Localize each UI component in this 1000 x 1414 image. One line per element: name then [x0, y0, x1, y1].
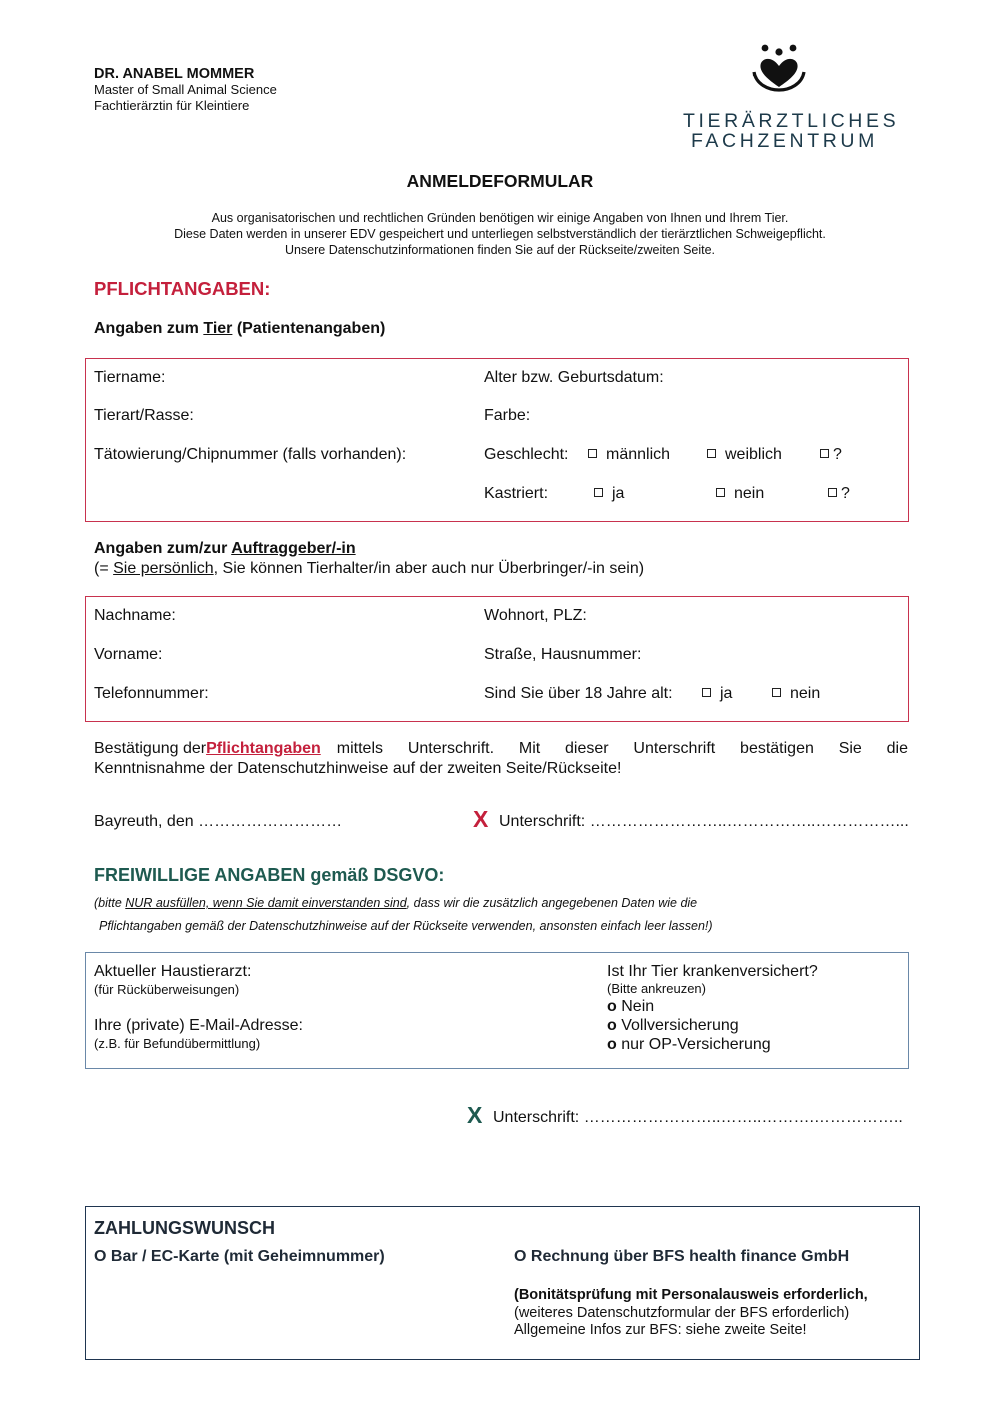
owner-lastname-label: Nachname: — [94, 607, 176, 624]
payment-note-2: (weiteres Datenschutzformular der BFS erforderlich) — [514, 1305, 850, 1321]
email-sublabel: (z.B. für Befundübermittlung) — [94, 1036, 261, 1051]
adult-yes-checkbox[interactable]: ja — [702, 685, 732, 703]
signature-x-mark: X — [473, 806, 489, 832]
checkbox-icon — [772, 688, 781, 697]
animal-sex-label: Geschlecht: — [484, 446, 569, 463]
payment-heading: ZAHLUNGSWUNSCH — [94, 1218, 275, 1238]
doctor-title-1: Master of Small Animal Science — [94, 82, 277, 97]
checkbox-icon — [588, 449, 597, 458]
vet-label: Aktueller Haustierarzt: — [94, 963, 252, 980]
animal-chip-label: Tätowierung/Chipnummer (falls vorhanden): — [94, 446, 407, 463]
animal-age-label: Alter bzw. Geburtsdatum: — [484, 369, 664, 386]
sex-female-checkbox[interactable]: weiblich — [707, 446, 782, 464]
checkbox-icon — [716, 488, 725, 497]
owner-phone-label: Telefonnummer: — [94, 685, 209, 702]
neutered-no-checkbox[interactable]: nein — [716, 485, 764, 503]
form-title: ANMELDEFORMULAR — [406, 171, 594, 191]
neutered-yes-checkbox[interactable]: ja — [594, 485, 624, 503]
owner-city-label: Wohnort, PLZ: — [484, 607, 587, 624]
vet-sublabel: (für Rücküberweisungen) — [94, 982, 240, 997]
optional-signature-x-mark: X — [467, 1102, 483, 1128]
owner-street-label: Straße, Hausnummer: — [484, 646, 642, 663]
logo-text-line1: TIERÄRZTLICHES — [683, 110, 900, 132]
adult-no-checkbox[interactable]: nein — [772, 685, 820, 703]
logo-text-line2: FACHZENTRUM — [691, 130, 878, 152]
payment-note-1: (Bonitätsprüfung mit Personalausweis erforderlich, — [514, 1287, 868, 1303]
owner-adult-label: Sind Sie über 18 Jahre alt: — [484, 685, 673, 702]
intro-line-3: Unsere Datenschutzinformationen finden Sie auf der Rückseite/zweiten Seite. — [284, 243, 716, 257]
payment-option-cash[interactable]: O Bar / EC-Karte (mit Geheimnummer) — [94, 1248, 385, 1265]
animal-neutered-label: Kastriert: — [484, 485, 549, 502]
animal-name-label: Tiername: — [94, 369, 166, 386]
neutered-unknown-checkbox[interactable]: ? — [828, 485, 850, 503]
optional-note-line-2: Pflichtangaben gemäß der Datenschutzhinweise auf der Rückseite verwenden, ansonsten einfach leer lassen!) — [99, 919, 713, 933]
payment-option-invoice[interactable]: O Rechnung über BFS health finance GmbH — [514, 1248, 850, 1265]
insurance-option-full[interactable]: o Vollversicherung — [607, 1017, 739, 1034]
sex-unknown-checkbox[interactable]: ? — [820, 446, 842, 464]
optional-heading: FREIWILLIGE ANGABEN gemäß DSGVO: — [94, 865, 445, 885]
paw-heart-logo-icon — [748, 42, 810, 94]
intro-line-1: Aus organisatorischen und rechtlichen Gründen benötigen wir einige Angaben von Ihnen und Ihrem Tier. — [211, 211, 789, 225]
optional-signature-field[interactable]: Unterschrift: ……………………..……..……….…………….. — [493, 1109, 903, 1126]
doctor-title-2: Fachtierärztin für Kleintiere — [94, 98, 250, 113]
payment-note-3: Allgemeine Infos zur BFS: siehe zweite Seite! — [514, 1322, 807, 1338]
checkbox-icon — [702, 688, 711, 697]
email-label: Ihre (private) E-Mail-Adresse: — [94, 1017, 303, 1034]
confirmation-line-1: Bestätigung der Pflichtangaben mittels Unterschrift. Mit dieser Unterschrift bestätigen Sie die — [94, 740, 908, 757]
signature-field[interactable]: Unterschrift: ……………………..……………..……………... — [499, 813, 909, 830]
sex-male-checkbox[interactable]: männlich — [588, 446, 670, 464]
intro-line-2: Diese Daten werden in unserer EDV gespeichert und unterliegen selbstverständlich der tierärztlichen Schweigepflicht. — [174, 227, 826, 241]
owner-section-note: (= Sie persönlich, Sie können Tierhalter/in aber auch nur Überbringer/-in sein) — [94, 560, 645, 577]
checkbox-icon — [707, 449, 716, 458]
confirmation-line-2: Kenntnisnahme der Datenschutzhinweise auf der zweiten Seite/Rückseite! — [94, 760, 622, 777]
insurance-option-op[interactable]: o nur OP-Versicherung — [607, 1036, 771, 1053]
owner-section-heading: Angaben zum/zur Auftraggeber/-in — [94, 540, 356, 557]
checkbox-icon — [594, 488, 603, 497]
insurance-sublabel: (Bitte ankreuzen) — [607, 981, 706, 996]
owner-firstname-label: Vorname: — [94, 646, 163, 663]
doctor-name: DR. ANABEL MOMMER — [94, 66, 255, 82]
insurance-option-none[interactable]: o Nein — [607, 998, 655, 1015]
place-date-field[interactable]: Bayreuth, den ……………………… — [94, 813, 343, 830]
checkbox-icon — [828, 488, 837, 497]
checkbox-icon — [820, 449, 829, 458]
animal-section-heading: Angaben zum Tier (Patientenangaben) — [94, 320, 386, 337]
animal-species-label: Tierart/Rasse: — [94, 407, 194, 424]
mandatory-heading: PFLICHTANGABEN: — [94, 278, 271, 299]
animal-color-label: Farbe: — [484, 407, 531, 424]
insurance-label: Ist Ihr Tier krankenversichert? — [607, 963, 818, 980]
optional-note-line-1: (bitte NUR ausfüllen, wenn Sie damit einverstanden sind, dass wir die zusätzlich angegebenen Daten wie die — [94, 896, 698, 910]
